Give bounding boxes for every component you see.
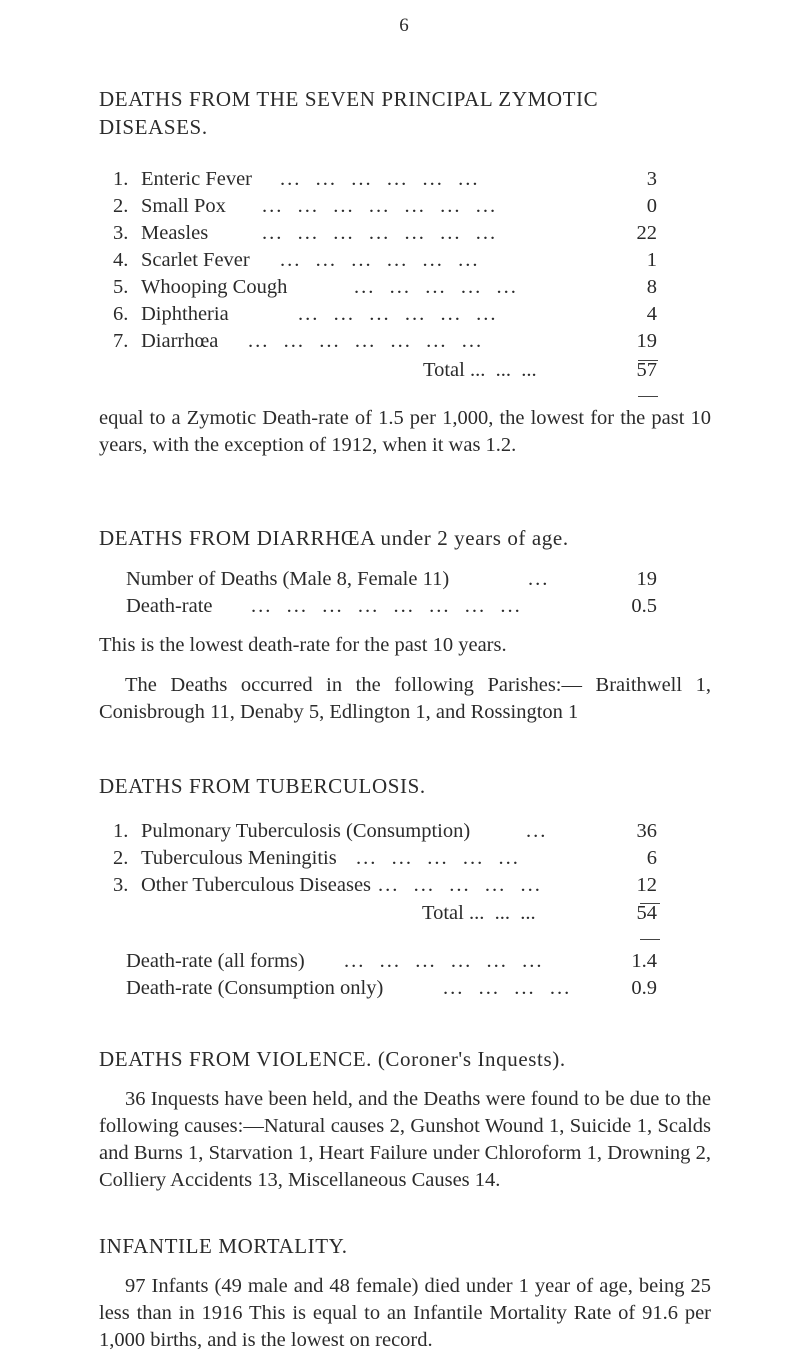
tuberculosis-row-label: Tuberculous Meningitis [141,847,337,869]
zymotic-row: 3. Measles ... ... ... ... ... ... ... 22 [0,220,800,247]
zymotic-row-label: Diphtheria [141,303,229,325]
zymotic-row-label: Small Pox [141,195,226,217]
tuberculosis-row: 2. Tuberculous Meningitis ... ... ... ... ... 6 [0,845,800,872]
zymotic-row: 7. Diarrhœa ... ... ... ... ... ... ... 19 [0,328,800,355]
tuberculosis-row-value: 6 [646,847,657,869]
zymotic-heading-line1: DEATHS FROM THE SEVEN PRINCIPAL ZYMOTIC [99,87,599,111]
zymotic-total-label: Total ... ... ... [423,359,537,381]
zymotic-row-value: 4 [646,303,657,325]
zymotic-row-value: 22 [636,222,657,244]
zymotic-row-number: 7. [113,330,129,352]
infantile-heading: INFANTILE MORTALITY. [99,1234,348,1258]
zymotic-row-label: Whooping Cough [141,276,288,298]
zymotic-row-value: 1 [646,249,657,271]
zymotic-heading [99,85,779,141]
tb-rate-consumption: Death-rate (Consumption only) ... ... ... ... 0.9 [126,977,657,999]
tuberculosis-row-number: 2. [113,847,129,869]
diarrhoea-row-rate: Death-rate ... ... ... ... ... ... ... ... 0.5 [126,595,657,617]
zymotic-row-number: 6. [113,303,129,325]
zymotic-row-number: 4. [113,249,129,271]
zymotic-row-value: 3 [646,168,657,190]
violence-paragraph: 36 Inquests have been held, and the Deaths were found to be due to the following causes:—Natural causes 2, Gunshot Wound 1, Suicide 1, Scalds and Burns 1, Starvation 1, Heart Failure under Chloroform 1, Drowning 2, Colliery Accidents 13, Miscellaneous Causes 14. [99,1088,711,1191]
zymotic-row: 1. Enteric Fever ... ... ... ... ... ... 3 [0,166,800,193]
tuberculosis-row-number: 1. [113,820,129,842]
tb-rate-all-forms: Death-rate (all forms) ... ... ... ... ... ... 1.4 [126,950,657,972]
diarrhoea-paragraph-2: The Deaths occurred in the following Parishes:— Braithwell 1, Conisbrough 11, Denaby 5, Edlington 1, and Rossington 1 [99,674,711,723]
tuberculosis-row: 1. Pulmonary Tuberculosis (Consumption) ... 36 [0,818,800,845]
tuberculosis-total-row: Total ... ... ... 54 [0,900,800,927]
zymotic-row-label: Diarrhœa [141,330,219,352]
zymotic-row-value: 0 [646,195,657,217]
zymotic-total-underline [638,396,658,397]
diarrhoea-heading: DEATHS FROM DIARRHŒA under 2 years of age. [99,526,569,550]
zymotic-row-label: Enteric Fever [141,168,252,190]
zymotic-row-number: 2. [113,195,129,217]
infantile-paragraph: 97 Infants (49 male and 48 female) died under 1 year of age, being 25 less than in 1916 This is equal to an Infantile Mortality Rate of 91.6 per 1,000 births, and is the lowest on record. [99,1275,711,1351]
tuberculosis-total-underline [640,939,660,940]
zymotic-row-value: 19 [636,330,657,352]
zymotic-paragraph: equal to a Zymotic Death-rate of 1.5 per 1,000, the lowest for the past 10 years, with the exception of 1912, when it was 1.2. [99,407,711,456]
page-number: 6 [399,15,409,36]
zymotic-row-label: Scarlet Fever [141,249,250,271]
zymotic-row: 2. Small Pox ... ... ... ... ... ... ... 0 [0,193,800,220]
zymotic-row-number: 3. [113,222,129,244]
tuberculosis-row-value: 12 [636,874,657,896]
zymotic-row: 4. Scarlet Fever ... ... ... ... ... ... 1 [0,247,800,274]
tuberculosis-row-number: 3. [113,874,129,896]
zymotic-row-number: 1. [113,168,129,190]
zymotic-row-value: 8 [646,276,657,298]
zymotic-row-number: 5. [113,276,129,298]
tuberculosis-row-value: 36 [636,820,657,842]
diarrhoea-paragraph-1: This is the lowest death-rate for the past 10 years. [99,634,507,656]
zymotic-total-row [0,357,800,384]
tuberculosis-total-value: 54 [636,902,657,924]
diarrhoea-row-deaths: Number of Deaths (Male 8, Female 11) ... 19 [126,568,657,590]
zymotic-row: 5. Whooping Cough ... ... ... ... ... 8 [0,274,800,301]
zymotic-row: 6. Diphtheria ... ... ... ... ... ... 4 [0,301,800,328]
tuberculosis-row: 3. Other Tuberculous Diseases ... ... ... ... ... 12 [0,872,800,899]
tuberculosis-row-label: Other Tuberculous Diseases [141,874,372,896]
zymotic-row-label: Measles [141,222,209,244]
tuberculosis-heading: DEATHS FROM TUBERCULOSIS. [99,774,426,798]
violence-heading: DEATHS FROM VIOLENCE. (Coroner's Inquests). [99,1047,566,1071]
zymotic-heading-line2: DISEASES. [99,115,208,139]
zymotic-total-value: 57 [636,359,657,381]
tuberculosis-row-label: Pulmonary Tuberculosis (Consumption) [141,820,471,842]
